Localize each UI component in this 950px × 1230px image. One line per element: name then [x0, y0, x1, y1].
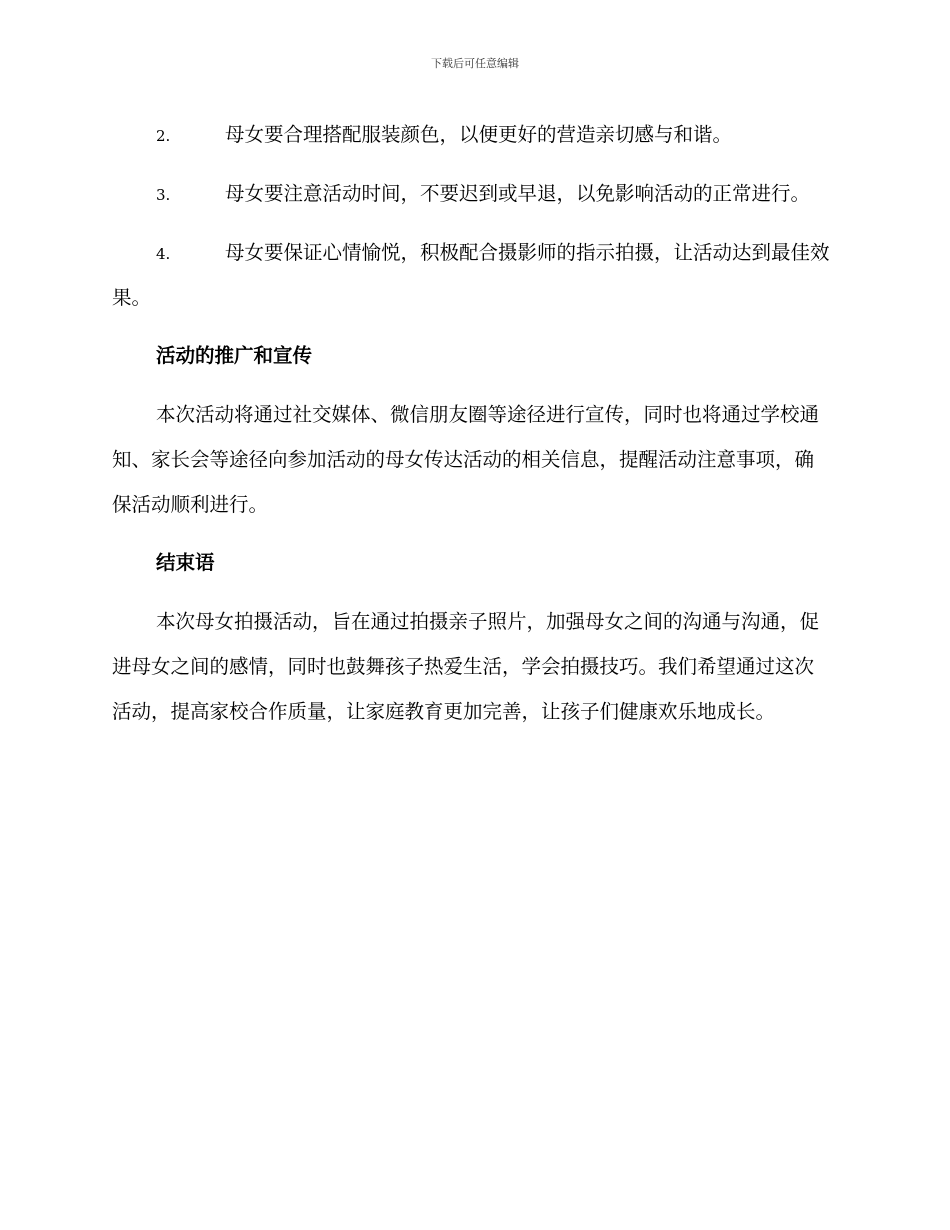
- list-item-text: 母女要保证心情愉悦，积极配合摄影师的指示拍摄，让活动达到最佳效果。: [112, 241, 830, 309]
- list-item: [112, 172, 832, 217]
- section-paragraph-promotion: 本次活动将通过社交媒体、微信朋友圈等途径进行宣传，同时也将通过学校通知、家长会等途径向参加活动的母女传达活动的相关信息，提醒活动注意事项，确保活动顺利进行。: [112, 403, 820, 516]
- list-item-text: 母女要合理搭配服装颜色，以便更好的营造亲切感与和谐。: [225, 123, 733, 146]
- document-body: [112, 113, 832, 748]
- list-item: [112, 113, 832, 158]
- list-item-text: 母女要注意活动时间，不要迟到或早退，以免影响活动的正常进行。: [225, 182, 811, 205]
- header-note: 下载后可任意编辑: [431, 57, 519, 70]
- section-heading-promotion: 活动的推广和宣传: [156, 344, 313, 367]
- section-paragraph-conclusion: 本次母女拍摄活动，旨在通过拍摄亲子照片，加强母女之间的沟通与沟通，促进母女之间的感情，同时也鼓舞孩子热爱生活，学会拍摄技巧。我们希望通过这次活动，提高家校合作质量，让家庭教育更加完善，让孩子们健康欢乐地成长。: [112, 610, 820, 723]
- list-item-number: 3.: [156, 186, 171, 204]
- list-item: [112, 231, 832, 320]
- list-item-number: 2.: [156, 127, 171, 145]
- list-item-number: 4.: [156, 245, 171, 263]
- section-heading-conclusion: 结束语: [156, 551, 215, 574]
